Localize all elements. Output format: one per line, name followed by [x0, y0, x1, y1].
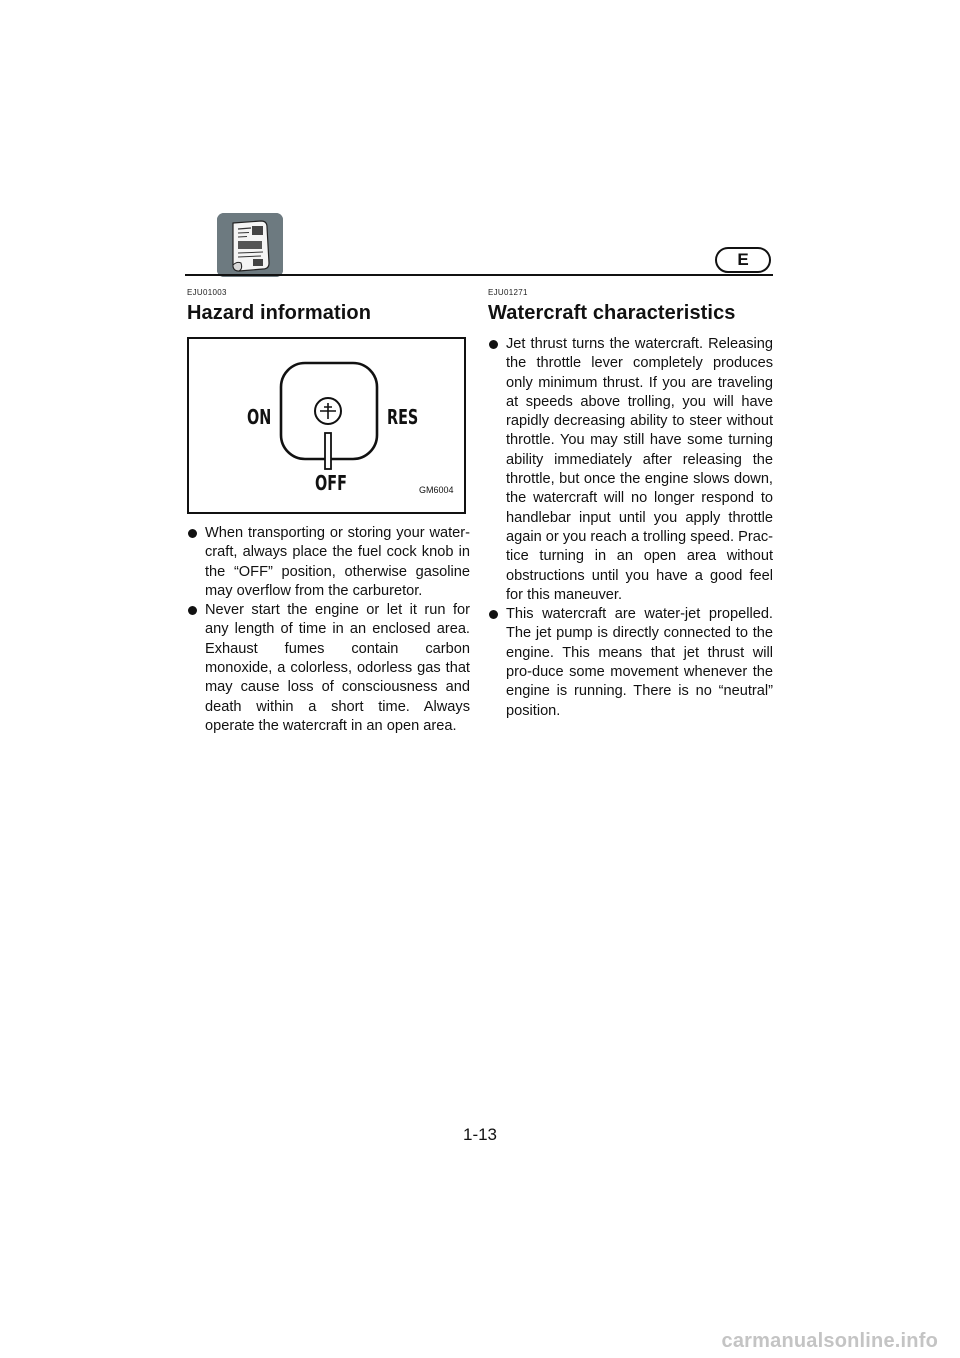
label-res: RES	[387, 405, 419, 429]
page-number: 1-13	[462, 1125, 498, 1144]
list-item: Never start the engine or let it run for any length of time in an enclosed area. Exhaust fumes contain carbon monoxide, a colorless, odorless gas that may cause loss of consciousness and death within a short time. Always operate the watercraft in an open area.	[187, 601, 470, 736]
bullet-icon	[188, 606, 197, 615]
list-item: Jet thrust turns the watercraft. Releasing the throttle lever completely produces only minimum thrust. If you are traveling at speeds above trolling, you will have rapidly decreasing ability to steer without throttle. You may still have some turning ability immediately after releasing the throttle, but once the engine slows down, the watercraft will no longer respond to handlebar input until you apply throttle again or you reach a trolling speed. Prac-tice turning in an open area without obstructions until you have a good feel for this maneuver.	[488, 335, 773, 605]
section-code: EJU01003	[187, 288, 227, 297]
section-title: Watercraft characteristics	[488, 302, 736, 324]
section-title: Hazard information	[187, 302, 372, 324]
watermark: carmanualsonline.info	[721, 1330, 938, 1352]
header-rule	[185, 274, 773, 276]
bullet-icon	[489, 340, 498, 349]
figure-code: GM6004	[419, 485, 454, 495]
label-off: OFF	[315, 471, 347, 495]
fuel-cock-figure	[187, 337, 466, 514]
left-column	[187, 288, 470, 736]
list-item: When transporting or storing your water-craft, always place the fuel cock knob in the “OFF” position, otherwise gasoline may overflow from the carburetor.	[187, 524, 470, 601]
characteristics-bullets	[488, 335, 773, 721]
section-code: EJU01271	[488, 288, 528, 297]
language-badge: E	[715, 247, 771, 273]
manual-book-icon	[217, 213, 283, 277]
list-item: This watercraft are water-jet propelled. The jet pump is directly connected to the engine. This means that jet thrust will pro-duce some movement whenever the engine is running. There is no “neutral” position.	[488, 605, 773, 721]
hazard-bullets	[187, 524, 470, 736]
bullet-icon	[188, 529, 197, 538]
label-on: ON	[247, 405, 272, 429]
right-column	[488, 288, 773, 721]
bullet-icon	[489, 610, 498, 619]
